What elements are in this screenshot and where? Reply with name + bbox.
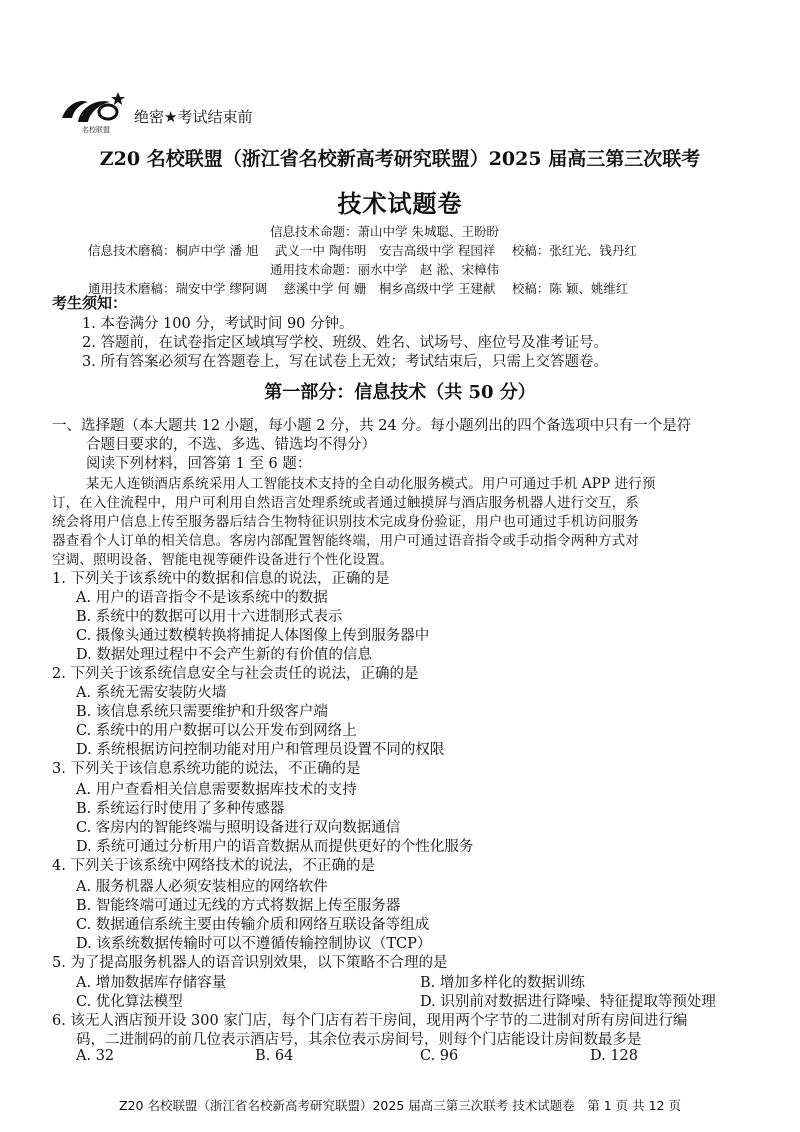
q6-stem: 6. 该无人酒店预开设 300 家门店，每个门店有若干房间，现用两个字节的二进制对所有房间进行编 [52,1013,688,1029]
notice-item-2: 2. 答题前，在试卷指定区域填写学校、班级、姓名、试场号、座位号及准考证号。 [82,335,608,351]
q1-option-b: B. 系统中的数据可以用十六进制形式表示 [76,609,343,625]
material-line-4: 器查看个人订单的相关信息。客房内部配置智能终端，用户可通过语音指令或手动指令两种方式对 [52,533,639,549]
notice-item-1: 1. 本卷满分 100 分，考试时间 90 分钟。 [82,316,354,332]
q4-option-c: C. 数据通信系统主要由传输介质和网络互联设备等组成 [76,917,430,933]
q3-option-d: D. 系统可通过分析用户的语音数据从而提供更好的个性化服务 [76,839,474,855]
q1-stem: 1. 下列关于该系统中的数据和信息的说法，正确的是 [52,571,390,587]
part-title: 第一部分：信息技术（共 50 分） [264,382,536,403]
q5-option-b: B. 增加多样化的数据训练 [420,975,585,991]
staff-line-3: 通用技术命题：丽水中学 赵 淞、宋樟伟 [270,262,499,277]
q5-option-a: A. 增加数据库存储容量 [76,975,227,991]
material-line-1: 某无人连锁酒店系统采用人工智能技术支持的全自动化服务模式。用户可通过手机 APP 进行预 [86,476,656,492]
material-line-2: 订，在入住流程中，用户可利用自然语言处理系统或者通过触摸屏与酒店服务机器人进行交互，系 [52,495,639,511]
q1-option-c: C. 摄像头通过数模转换将捕捉人体图像上传到服务器中 [76,628,430,644]
alliance-logo [58,88,128,134]
q1-option-d: D. 数据处理过程中不会产生新的有价值的信息 [76,647,372,663]
alliance-logo-mark [58,88,128,134]
q5-option-c: C. 优化算法模型 [76,994,183,1010]
paper-title: 技术试题卷 [337,189,463,218]
q5-option-d: D. 识别前对数据进行降噪、特征提取等预处理 [420,994,716,1010]
read-instruction: 阅读下列材料，回答第 1 至 6 题： [86,456,312,472]
staff-line-2: 信息技术磨稿：桐庐中学 潘 旭 武义一中 陶伟明 安吉高级中学 程国祥 校稿：张红光、钱丹红 [88,243,637,258]
q3-stem: 3. 下列关于该信息系统功能的说法，不正确的是 [52,761,361,777]
notice-title: 考生须知： [52,294,128,312]
q3-option-b: B. 系统运行时使用了多种传感器 [76,801,285,817]
page-footer: Z20 名校联盟（浙江省名校新高考研究联盟）2025 届高三第三次联考 技术试题卷 第 1 页 共 12 页 [119,1098,681,1113]
q6-option-d: D. 128 [590,1048,639,1064]
q4-option-b: B. 智能终端可通过无线的方式将数据上传至服务器 [76,898,401,914]
q3-option-c: C. 客房内的智能终端与照明设备进行双向数据通信 [76,820,401,836]
section-heading: 一、选择题（本大题共 12 小题，每小题 2 分，共 24 分。每小题列出的四个备选项中只有一个是符 [52,418,692,434]
q1-option-a: A. 用户的语音指令不是该系统中的数据 [76,590,328,606]
q4-option-d: D. 该系统数据传输时可以不遵循传输控制协议（TCP） [76,936,432,952]
exam-title: Z20 名校联盟（浙江省名校新高考研究联盟）2025 届高三第三次联考 [99,148,701,170]
q5-stem: 5. 为了提高服务机器人的语音识别效果，以下策略不合理的是 [52,955,448,971]
staff-line-4: 通用技术磨稿：瑞安中学 缪阿调 慈溪中学 何 姗 桐乡高级中学 王建献 校稿：陈 颖、姚维红 [88,281,629,296]
logo-label: 名校联盟 [82,126,110,134]
material-line-5: 空调、照明设备、智能电视等硬件设备进行个性化设置。 [52,552,394,568]
notice-item-3: 3. 所有答案必须写在答题卷上，写在试卷上无效；考试结束后，只需上交答题卷。 [82,354,608,370]
staff-line-1: 信息技术命题：萧山中学 朱城聪、王盼盼 [270,224,499,239]
q2-option-c: C. 系统中的用户数据可以公开发布到网络上 [76,723,357,739]
q2-stem: 2. 下列关于该系统信息安全与社会责任的说法，正确的是 [52,666,419,682]
q3-option-a: A. 用户查看相关信息需要数据库技术的支持 [76,782,357,798]
q4-stem: 4. 下列关于该系统中网络技术的说法，不正确的是 [52,858,375,874]
q2-option-a: A. 系统无需安装防火墙 [76,685,227,701]
q6-option-a: A. 32 [76,1048,115,1064]
q2-option-b: B. 该信息系统只需要维护和升级客户端 [76,704,328,720]
q4-option-a: A. 服务机器人必须安装相应的网络软件 [76,879,328,895]
confidential-mark: 绝密★考试结束前 [134,108,253,126]
q6-stem-cont: 码，二进制码的前几位表示酒店号，其余位表示房间号，则每个门店能设计房间数最多是 [76,1032,642,1048]
material-line-3: 统会将用户信息上传至服务器后结合生物特征识别技术完成身份验证，用户也可通过手机访问服务 [52,514,639,530]
q6-option-b: B. 64 [255,1048,294,1064]
q2-option-d: D. 系统根据访问控制功能对用户和管理员设置不同的权限 [76,742,445,758]
q6-option-c: C. 96 [420,1048,459,1064]
section-heading-cont: 合题目要求的，不选、多选、错选均不得分） [86,437,376,453]
